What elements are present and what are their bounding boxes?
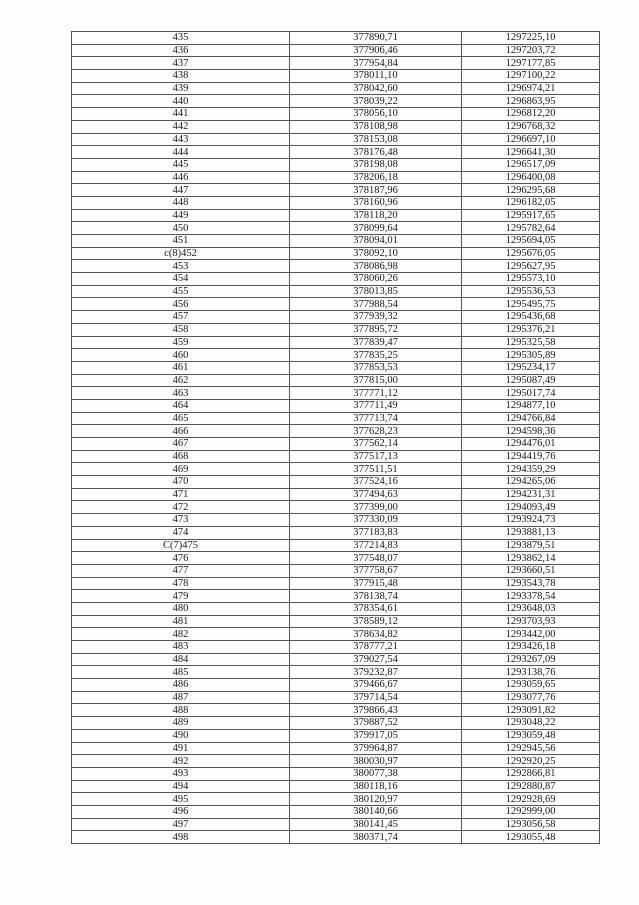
table-row — [72, 818, 600, 831]
point-number-cell: 444 — [72, 146, 290, 159]
table-row — [72, 298, 600, 311]
y-coordinate-cell: 1293660,51 — [462, 564, 600, 577]
point-number-cell: c(8)452 — [72, 247, 290, 260]
point-number-cell: 451 — [72, 235, 290, 248]
y-coordinate-cell: 1293703,93 — [462, 615, 600, 628]
point-number-cell: 453 — [72, 260, 290, 273]
x-coordinate-cell: 377517,13 — [290, 450, 462, 463]
y-coordinate-cell: 1295573,10 — [462, 273, 600, 286]
x-coordinate-cell: 380030,97 — [290, 755, 462, 768]
x-coordinate-cell: 378187,96 — [290, 184, 462, 197]
y-coordinate-cell: 1295436,68 — [462, 311, 600, 324]
point-number-cell: 486 — [72, 679, 290, 692]
point-number-cell: 494 — [72, 780, 290, 793]
y-coordinate-cell: 1295234,17 — [462, 361, 600, 374]
x-coordinate-cell: 377853,53 — [290, 361, 462, 374]
table-row — [72, 260, 600, 273]
x-coordinate-cell: 379964,87 — [290, 742, 462, 755]
point-number-cell: 496 — [72, 805, 290, 818]
table-row — [72, 704, 600, 717]
point-number-cell: 464 — [72, 399, 290, 412]
table-row — [72, 57, 600, 70]
x-coordinate-cell: 377494,63 — [290, 488, 462, 501]
point-number-cell: 484 — [72, 653, 290, 666]
table-row — [72, 336, 600, 349]
y-coordinate-cell: 1294766,84 — [462, 412, 600, 425]
point-number-cell: 480 — [72, 602, 290, 615]
y-coordinate-cell: 1293267,09 — [462, 653, 600, 666]
point-number-cell: 454 — [72, 273, 290, 286]
table-row — [72, 387, 600, 400]
x-coordinate-cell: 380077,38 — [290, 767, 462, 780]
point-number-cell: 462 — [72, 374, 290, 387]
point-number-cell: 472 — [72, 501, 290, 514]
y-coordinate-cell: 1293378,54 — [462, 590, 600, 603]
x-coordinate-cell: 378634,82 — [290, 628, 462, 641]
x-coordinate-cell: 379466,67 — [290, 679, 462, 692]
x-coordinate-cell: 377939,32 — [290, 311, 462, 324]
y-coordinate-cell: 1296863,95 — [462, 95, 600, 108]
y-coordinate-cell: 1296768,32 — [462, 120, 600, 133]
point-number-cell: 489 — [72, 717, 290, 730]
table-row — [72, 184, 600, 197]
x-coordinate-cell: 377915,48 — [290, 577, 462, 590]
x-coordinate-cell: 380140,66 — [290, 805, 462, 818]
point-number-cell: 443 — [72, 133, 290, 146]
table-row — [72, 311, 600, 324]
table-row — [72, 120, 600, 133]
point-number-cell: 439 — [72, 82, 290, 95]
table-row — [72, 82, 600, 95]
y-coordinate-cell: 1294877,10 — [462, 399, 600, 412]
x-coordinate-cell: 377399,00 — [290, 501, 462, 514]
table-row — [72, 641, 600, 654]
x-coordinate-cell: 378094,01 — [290, 235, 462, 248]
point-number-cell: 470 — [72, 476, 290, 489]
point-number-cell: C(7)475 — [72, 539, 290, 552]
y-coordinate-cell: 1292945,56 — [462, 742, 600, 755]
x-coordinate-cell: 378039,22 — [290, 95, 462, 108]
point-number-cell: 445 — [72, 158, 290, 171]
y-coordinate-cell: 1296182,05 — [462, 196, 600, 209]
table-row — [72, 463, 600, 476]
table-row — [72, 679, 600, 692]
table-row — [72, 95, 600, 108]
table-row — [72, 793, 600, 806]
table-row — [72, 780, 600, 793]
y-coordinate-cell: 1296641,30 — [462, 146, 600, 159]
y-coordinate-cell: 1296697,10 — [462, 133, 600, 146]
table-row — [72, 742, 600, 755]
point-number-cell: 458 — [72, 323, 290, 336]
y-coordinate-cell: 1295495,75 — [462, 298, 600, 311]
point-number-cell: 473 — [72, 514, 290, 527]
x-coordinate-cell: 377835,25 — [290, 349, 462, 362]
y-coordinate-cell: 1292880,87 — [462, 780, 600, 793]
table-row — [72, 146, 600, 159]
point-number-cell: 456 — [72, 298, 290, 311]
table-row — [72, 691, 600, 704]
y-coordinate-cell: 1294598,36 — [462, 425, 600, 438]
x-coordinate-cell: 378206,18 — [290, 171, 462, 184]
point-number-cell: 491 — [72, 742, 290, 755]
table-row — [72, 247, 600, 260]
y-coordinate-cell: 1295917,65 — [462, 209, 600, 222]
y-coordinate-cell: 1295694,05 — [462, 235, 600, 248]
table-row — [72, 209, 600, 222]
x-coordinate-cell: 378354,61 — [290, 602, 462, 615]
x-coordinate-cell: 377988,54 — [290, 298, 462, 311]
y-coordinate-cell: 1293924,73 — [462, 514, 600, 527]
point-number-cell: 460 — [72, 349, 290, 362]
table-row — [72, 501, 600, 514]
point-number-cell: 436 — [72, 44, 290, 57]
y-coordinate-cell: 1294231,31 — [462, 488, 600, 501]
table-row — [72, 158, 600, 171]
x-coordinate-cell: 377954,84 — [290, 57, 462, 70]
y-coordinate-cell: 1295087,49 — [462, 374, 600, 387]
y-coordinate-cell: 1293055,48 — [462, 831, 600, 844]
table-row — [72, 425, 600, 438]
table-row — [72, 285, 600, 298]
x-coordinate-cell: 379887,52 — [290, 717, 462, 730]
y-coordinate-cell: 1293879,51 — [462, 539, 600, 552]
y-coordinate-cell: 1296295,68 — [462, 184, 600, 197]
x-coordinate-cell: 379232,87 — [290, 666, 462, 679]
table-row — [72, 615, 600, 628]
x-coordinate-cell: 378092,10 — [290, 247, 462, 260]
table-row — [72, 755, 600, 768]
x-coordinate-cell: 377628,23 — [290, 425, 462, 438]
y-coordinate-cell: 1293138,76 — [462, 666, 600, 679]
table-row — [72, 805, 600, 818]
y-coordinate-cell: 1292866,81 — [462, 767, 600, 780]
point-number-cell: 483 — [72, 641, 290, 654]
x-coordinate-cell: 377214,83 — [290, 539, 462, 552]
x-coordinate-cell: 377771,12 — [290, 387, 462, 400]
y-coordinate-cell: 1293862,14 — [462, 552, 600, 565]
table-row — [72, 361, 600, 374]
y-coordinate-cell: 1292920,25 — [462, 755, 600, 768]
x-coordinate-cell: 378777,21 — [290, 641, 462, 654]
table-row — [72, 488, 600, 501]
y-coordinate-cell: 1293056,58 — [462, 818, 600, 831]
point-number-cell: 478 — [72, 577, 290, 590]
y-coordinate-cell: 1295376,21 — [462, 323, 600, 336]
y-coordinate-cell: 1295325,58 — [462, 336, 600, 349]
y-coordinate-cell: 1293881,13 — [462, 526, 600, 539]
table-row — [72, 602, 600, 615]
point-number-cell: 488 — [72, 704, 290, 717]
point-number-cell: 482 — [72, 628, 290, 641]
point-number-cell: 493 — [72, 767, 290, 780]
table-row — [72, 32, 600, 45]
point-number-cell: 448 — [72, 196, 290, 209]
y-coordinate-cell: 1292928,69 — [462, 793, 600, 806]
x-coordinate-cell: 377815,00 — [290, 374, 462, 387]
table-row — [72, 323, 600, 336]
y-coordinate-cell: 1296974,21 — [462, 82, 600, 95]
y-coordinate-cell: 1297203,72 — [462, 44, 600, 57]
point-number-cell: 441 — [72, 108, 290, 121]
y-coordinate-cell: 1295017,74 — [462, 387, 600, 400]
point-number-cell: 457 — [72, 311, 290, 324]
y-coordinate-cell: 1293059,48 — [462, 729, 600, 742]
table-row — [72, 729, 600, 742]
point-number-cell: 495 — [72, 793, 290, 806]
point-number-cell: 498 — [72, 831, 290, 844]
table-row — [72, 653, 600, 666]
x-coordinate-cell: 379714,54 — [290, 691, 462, 704]
table-row — [72, 412, 600, 425]
point-number-cell: 440 — [72, 95, 290, 108]
y-coordinate-cell: 1293648,03 — [462, 602, 600, 615]
x-coordinate-cell: 379866,43 — [290, 704, 462, 717]
point-number-cell: 467 — [72, 438, 290, 451]
point-number-cell: 466 — [72, 425, 290, 438]
y-coordinate-cell: 1294265,06 — [462, 476, 600, 489]
point-number-cell: 459 — [72, 336, 290, 349]
x-coordinate-cell: 378056,10 — [290, 108, 462, 121]
y-coordinate-cell: 1294476,01 — [462, 438, 600, 451]
table-row — [72, 70, 600, 83]
table-row — [72, 222, 600, 235]
table-row — [72, 539, 600, 552]
x-coordinate-cell: 377511,51 — [290, 463, 462, 476]
point-number-cell: 455 — [72, 285, 290, 298]
table-row — [72, 526, 600, 539]
y-coordinate-cell: 1293442,00 — [462, 628, 600, 641]
table-row — [72, 767, 600, 780]
x-coordinate-cell: 378099,64 — [290, 222, 462, 235]
x-coordinate-cell: 380141,45 — [290, 818, 462, 831]
point-number-cell: 442 — [72, 120, 290, 133]
x-coordinate-cell: 377330,09 — [290, 514, 462, 527]
x-coordinate-cell: 378060,26 — [290, 273, 462, 286]
point-number-cell: 479 — [72, 590, 290, 603]
coordinates-table — [71, 31, 600, 844]
x-coordinate-cell: 377713,74 — [290, 412, 462, 425]
point-number-cell: 450 — [72, 222, 290, 235]
table-row — [72, 628, 600, 641]
x-coordinate-cell: 378086,98 — [290, 260, 462, 273]
table-row — [72, 273, 600, 286]
point-number-cell: 446 — [72, 171, 290, 184]
y-coordinate-cell: 1297225,10 — [462, 32, 600, 45]
x-coordinate-cell: 377839,47 — [290, 336, 462, 349]
y-coordinate-cell: 1293543,78 — [462, 577, 600, 590]
table-row — [72, 666, 600, 679]
table-row — [72, 349, 600, 362]
point-number-cell: 438 — [72, 70, 290, 83]
point-number-cell: 481 — [72, 615, 290, 628]
table-row — [72, 552, 600, 565]
table-row — [72, 590, 600, 603]
point-number-cell: 465 — [72, 412, 290, 425]
x-coordinate-cell: 378198,08 — [290, 158, 462, 171]
x-coordinate-cell: 377758,67 — [290, 564, 462, 577]
table-row — [72, 399, 600, 412]
table-row — [72, 831, 600, 844]
x-coordinate-cell: 377711,49 — [290, 399, 462, 412]
table-row — [72, 577, 600, 590]
x-coordinate-cell: 378042,60 — [290, 82, 462, 95]
x-coordinate-cell: 377890,71 — [290, 32, 462, 45]
point-number-cell: 497 — [72, 818, 290, 831]
table-row — [72, 514, 600, 527]
y-coordinate-cell: 1296812,20 — [462, 108, 600, 121]
y-coordinate-cell: 1296400,08 — [462, 171, 600, 184]
point-number-cell: 468 — [72, 450, 290, 463]
x-coordinate-cell: 377183,83 — [290, 526, 462, 539]
x-coordinate-cell: 378118,20 — [290, 209, 462, 222]
point-number-cell: 471 — [72, 488, 290, 501]
table-row — [72, 196, 600, 209]
table-row — [72, 44, 600, 57]
point-number-cell: 437 — [72, 57, 290, 70]
y-coordinate-cell: 1292999,00 — [462, 805, 600, 818]
point-number-cell: 447 — [72, 184, 290, 197]
y-coordinate-cell: 1293048,22 — [462, 717, 600, 730]
y-coordinate-cell: 1293426,18 — [462, 641, 600, 654]
y-coordinate-cell: 1294359,29 — [462, 463, 600, 476]
y-coordinate-cell: 1295676,05 — [462, 247, 600, 260]
x-coordinate-cell: 380120,97 — [290, 793, 462, 806]
x-coordinate-cell: 378589,12 — [290, 615, 462, 628]
point-number-cell: 476 — [72, 552, 290, 565]
x-coordinate-cell: 378176,48 — [290, 146, 462, 159]
table-row — [72, 564, 600, 577]
x-coordinate-cell: 378011,10 — [290, 70, 462, 83]
table-row — [72, 450, 600, 463]
y-coordinate-cell: 1295627,95 — [462, 260, 600, 273]
y-coordinate-cell: 1293059,65 — [462, 679, 600, 692]
point-number-cell: 463 — [72, 387, 290, 400]
table-row — [72, 717, 600, 730]
point-number-cell: 477 — [72, 564, 290, 577]
x-coordinate-cell: 378153,08 — [290, 133, 462, 146]
table-row — [72, 171, 600, 184]
table-row — [72, 374, 600, 387]
y-coordinate-cell: 1297177,85 — [462, 57, 600, 70]
x-coordinate-cell: 378138,74 — [290, 590, 462, 603]
x-coordinate-cell: 377548,07 — [290, 552, 462, 565]
coordinates-table-body — [72, 32, 600, 844]
table-row — [72, 108, 600, 121]
table-row — [72, 476, 600, 489]
point-number-cell: 492 — [72, 755, 290, 768]
y-coordinate-cell: 1295305,89 — [462, 349, 600, 362]
x-coordinate-cell: 380371,74 — [290, 831, 462, 844]
x-coordinate-cell: 379917,05 — [290, 729, 462, 742]
y-coordinate-cell: 1293077,76 — [462, 691, 600, 704]
x-coordinate-cell: 379027,54 — [290, 653, 462, 666]
point-number-cell: 485 — [72, 666, 290, 679]
table-row — [72, 235, 600, 248]
point-number-cell: 474 — [72, 526, 290, 539]
point-number-cell: 449 — [72, 209, 290, 222]
x-coordinate-cell: 378108,98 — [290, 120, 462, 133]
x-coordinate-cell: 378013,85 — [290, 285, 462, 298]
y-coordinate-cell: 1294093,49 — [462, 501, 600, 514]
y-coordinate-cell: 1295536,53 — [462, 285, 600, 298]
point-number-cell: 490 — [72, 729, 290, 742]
point-number-cell: 487 — [72, 691, 290, 704]
x-coordinate-cell: 378160,96 — [290, 196, 462, 209]
y-coordinate-cell: 1294419,76 — [462, 450, 600, 463]
y-coordinate-cell: 1297100,22 — [462, 70, 600, 83]
table-row — [72, 133, 600, 146]
point-number-cell: 461 — [72, 361, 290, 374]
x-coordinate-cell: 377524,16 — [290, 476, 462, 489]
x-coordinate-cell: 377906,46 — [290, 44, 462, 57]
point-number-cell: 435 — [72, 32, 290, 45]
y-coordinate-cell: 1295782,64 — [462, 222, 600, 235]
x-coordinate-cell: 377895,72 — [290, 323, 462, 336]
x-coordinate-cell: 380118,16 — [290, 780, 462, 793]
y-coordinate-cell: 1293091,82 — [462, 704, 600, 717]
table-row — [72, 438, 600, 451]
y-coordinate-cell: 1296517,09 — [462, 158, 600, 171]
point-number-cell: 469 — [72, 463, 290, 476]
x-coordinate-cell: 377562,14 — [290, 438, 462, 451]
